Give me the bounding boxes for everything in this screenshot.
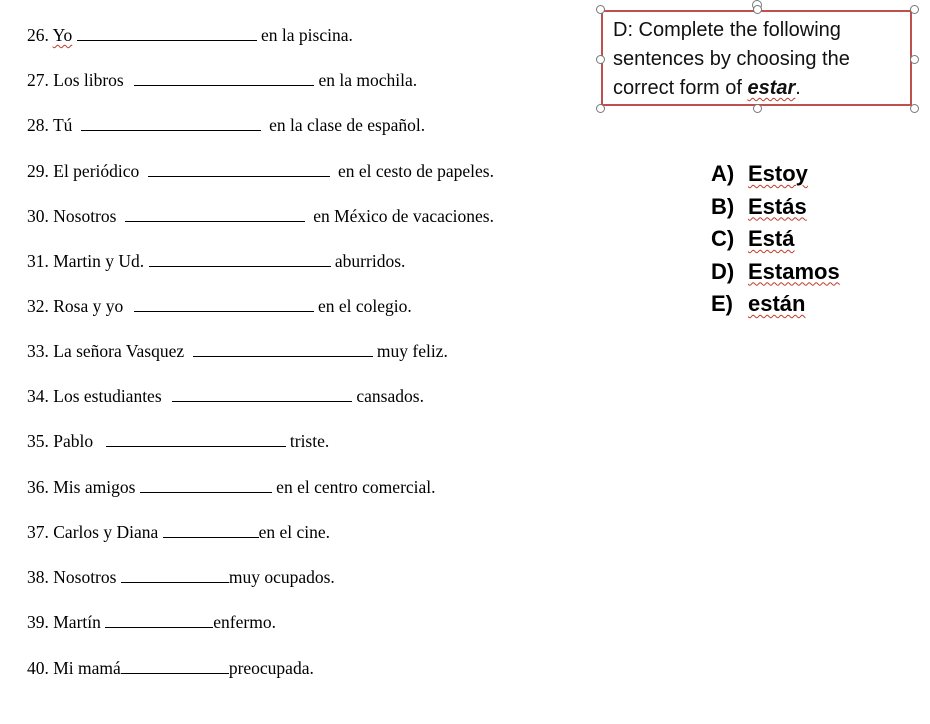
item-ending: aburridos. xyxy=(334,251,406,271)
item-number: 34. xyxy=(27,386,49,406)
item-ending: cansados. xyxy=(356,386,424,406)
answer-blank[interactable] xyxy=(149,252,331,267)
exercise-item xyxy=(27,69,417,91)
instructions-verb: estar xyxy=(747,77,796,99)
item-number: 27. xyxy=(27,70,49,90)
answer-blank[interactable] xyxy=(172,387,352,402)
item-ending: en el cine. xyxy=(258,522,331,542)
item-number: 32. xyxy=(27,296,49,316)
item-subject: Nosotros xyxy=(53,206,117,226)
option-c xyxy=(711,223,840,256)
item-number: 28. xyxy=(27,115,49,135)
answer-options xyxy=(711,158,840,321)
item-ending: muy feliz. xyxy=(376,341,448,361)
item-subject: Yo xyxy=(52,25,73,45)
answer-blank[interactable] xyxy=(106,432,286,447)
option-letter: C) xyxy=(711,226,735,251)
answer-blank[interactable] xyxy=(81,116,261,131)
item-ending: en la mochila. xyxy=(318,70,418,90)
item-subject: La señora Vasquez xyxy=(53,341,185,361)
instructions-textbox[interactable] xyxy=(601,10,912,106)
exercise-item xyxy=(27,657,314,679)
item-number: 35. xyxy=(27,431,49,451)
resize-handle-left[interactable] xyxy=(596,55,605,64)
exercise-item xyxy=(27,114,425,136)
item-subject: Rosa y yo xyxy=(53,296,124,316)
option-letter: E) xyxy=(711,291,733,316)
instructions-line-1: D: Complete the following xyxy=(613,19,841,41)
exercise-item xyxy=(27,521,330,543)
resize-handle-right[interactable] xyxy=(910,55,919,64)
option-a xyxy=(711,158,840,191)
item-number: 29. xyxy=(27,161,49,181)
answer-blank[interactable] xyxy=(77,26,257,41)
item-subject: Martín xyxy=(53,612,101,632)
item-ending: preocupada. xyxy=(228,658,314,678)
option-word: Estoy xyxy=(748,161,808,186)
option-b xyxy=(711,191,840,224)
option-letter: D) xyxy=(711,258,735,284)
option-d xyxy=(711,256,840,289)
item-number: 38. xyxy=(27,567,49,587)
item-subject: Mi mamá xyxy=(53,658,121,678)
answer-blank[interactable] xyxy=(121,659,229,674)
item-ending: triste. xyxy=(289,431,330,451)
item-subject: Carlos y Diana xyxy=(53,522,159,542)
item-number: 39. xyxy=(27,612,49,632)
exercise-item xyxy=(27,611,276,633)
answer-blank[interactable] xyxy=(125,207,305,222)
item-ending: en la clase de español. xyxy=(269,115,426,135)
answer-blank[interactable] xyxy=(193,342,373,357)
item-subject: Tú xyxy=(52,115,73,135)
exercise-item xyxy=(27,250,405,272)
option-letter: B) xyxy=(711,193,735,219)
exercise-item xyxy=(27,295,412,317)
item-subject: Nosotros xyxy=(53,567,117,587)
item-ending: en el cesto de papeles. xyxy=(338,161,494,181)
item-ending: enfermo. xyxy=(213,612,276,632)
item-subject: Mis amigos xyxy=(53,477,136,497)
answer-blank[interactable] xyxy=(134,297,314,312)
option-word: Estamos xyxy=(748,258,840,284)
resize-handle-top-right[interactable] xyxy=(910,5,919,14)
item-subject: Los libros xyxy=(53,70,124,90)
item-ending: en el centro comercial. xyxy=(276,477,436,497)
instructions-line-2: sentences by choosing the xyxy=(613,48,850,70)
answer-blank[interactable] xyxy=(134,71,314,86)
exercise-item xyxy=(27,430,329,452)
item-subject: Pablo xyxy=(53,431,94,451)
option-word: Está xyxy=(748,226,795,251)
instructions-line-3 xyxy=(613,74,910,103)
option-e xyxy=(711,288,840,321)
resize-handle-bottom-right[interactable] xyxy=(910,104,919,113)
exercise-item xyxy=(27,160,494,182)
answer-blank[interactable] xyxy=(163,523,259,538)
exercise-item xyxy=(27,24,353,46)
instructions-suffix: . xyxy=(795,77,801,99)
item-ending: en el colegio. xyxy=(318,296,412,316)
item-number: 30. xyxy=(27,206,49,226)
instructions-prefix: correct form of xyxy=(613,77,748,99)
item-number: 26. xyxy=(27,25,49,45)
exercise-item xyxy=(27,566,335,588)
item-subject: El periódico xyxy=(53,161,140,181)
answer-blank[interactable] xyxy=(148,162,330,177)
exercise-item xyxy=(27,340,448,362)
option-word: están xyxy=(748,291,806,316)
answer-blank[interactable] xyxy=(105,613,213,628)
item-number: 36. xyxy=(27,477,49,497)
resize-handle-top[interactable] xyxy=(753,5,762,14)
item-ending: en México de vacaciones. xyxy=(313,206,494,226)
exercise-item xyxy=(27,205,494,227)
item-number: 40. xyxy=(27,658,49,678)
exercise-item xyxy=(27,385,424,407)
item-ending: en la piscina. xyxy=(261,25,353,45)
item-number: 37. xyxy=(27,522,49,542)
item-subject: Martin y Ud. xyxy=(53,251,145,271)
item-number: 31. xyxy=(27,251,49,271)
option-letter: A) xyxy=(711,161,735,186)
exercise-item xyxy=(27,476,436,498)
item-number: 33. xyxy=(27,341,49,361)
option-word: Estás xyxy=(748,193,807,219)
answer-blank[interactable] xyxy=(121,568,229,583)
resize-handle-bottom[interactable] xyxy=(753,104,762,113)
item-ending: muy ocupados. xyxy=(228,567,335,587)
resize-handle-bottom-left[interactable] xyxy=(596,104,605,113)
answer-blank[interactable] xyxy=(140,478,272,493)
resize-handle-top-left[interactable] xyxy=(596,5,605,14)
item-subject: Los estudiantes xyxy=(53,386,162,406)
